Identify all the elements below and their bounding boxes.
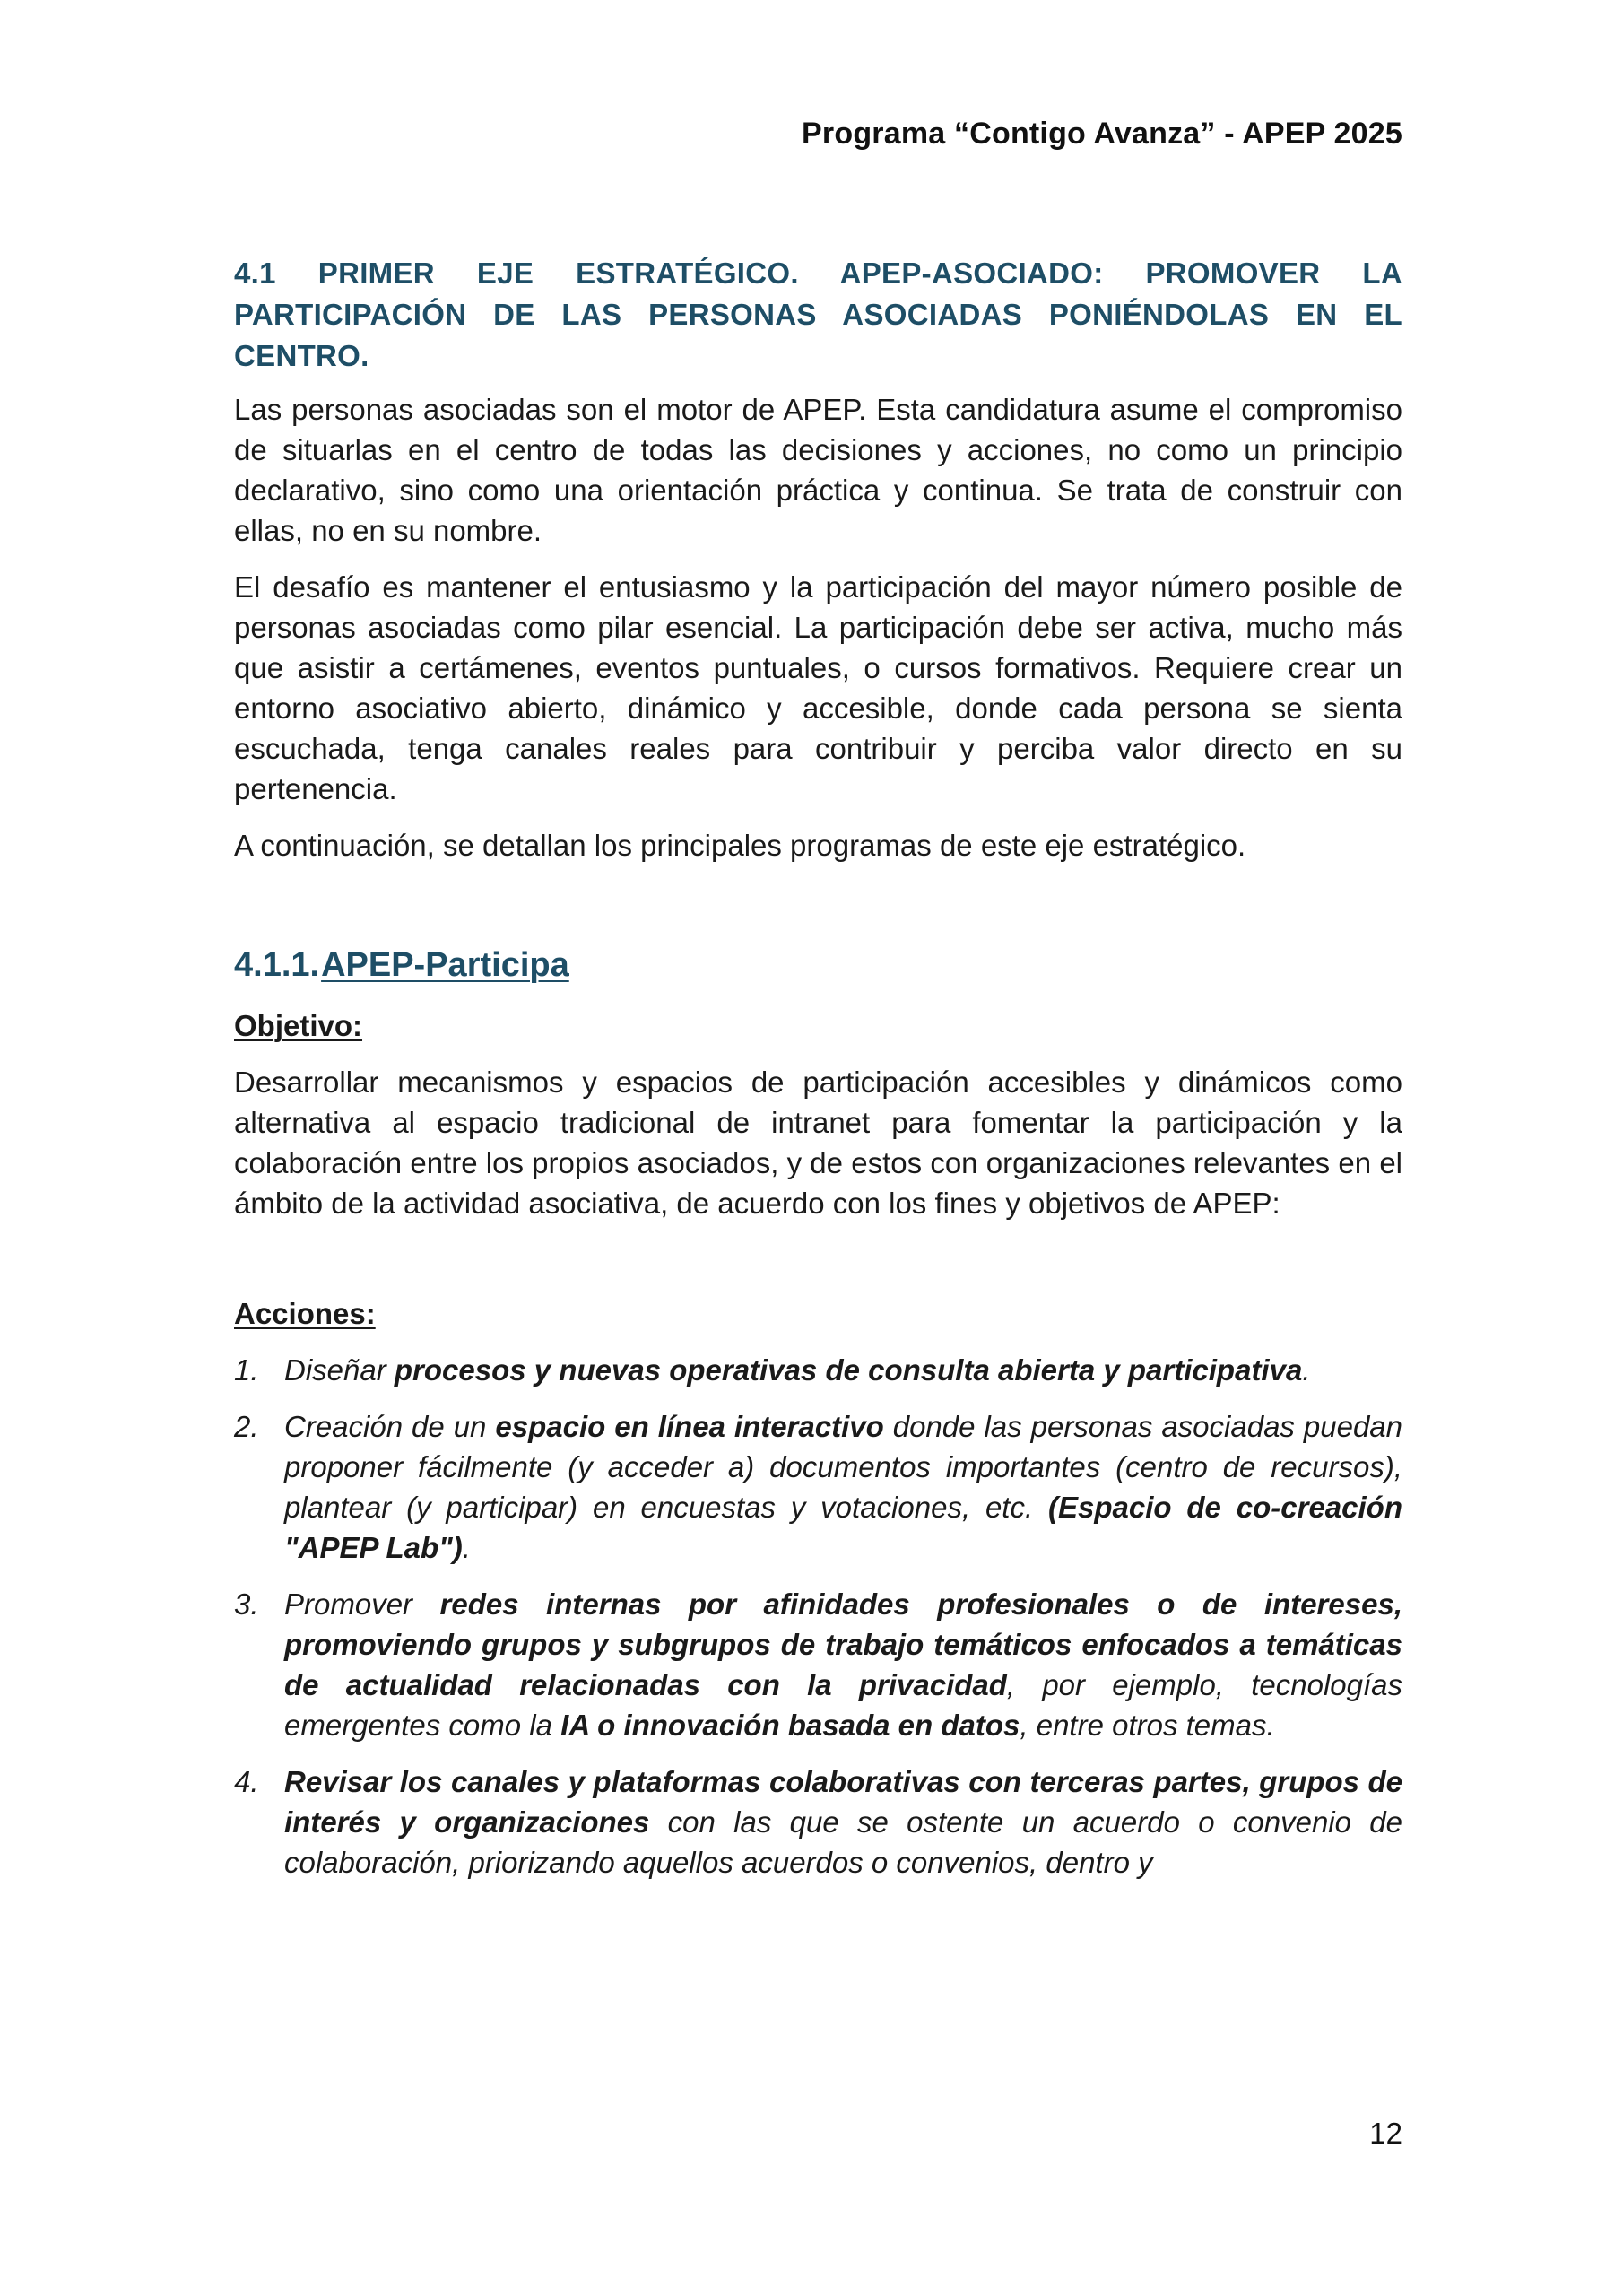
action-number: 4. [234, 1765, 259, 1798]
page-number: 12 [1369, 2117, 1402, 2150]
challenge-paragraph: El desafío es mantener el entusiasmo y la participación del mayor número posible de personas asociadas como pilar esencial. La participación debe ser activa, mucho más que asistir a certámenes, eventos puntuales, o cursos formativos. Requiere crear un entorno asociativo abierto, dinámico y accesible, donde cada persona se sienta escuchada, tenga canales reales para contribuir y perciba valor directo en su pertenencia. [234, 570, 1402, 805]
subsection-number: 4.1.1. [234, 946, 320, 984]
page-content [234, 253, 1402, 1899]
action-text-run: Diseñar [284, 1353, 395, 1387]
action-item [234, 1350, 1402, 1390]
action-item [234, 1761, 1402, 1883]
action-text-bold: (Espacio de co-creación "APEP Lab") [284, 1491, 1402, 1564]
action-text-run: . [1302, 1353, 1311, 1387]
action-text-run: donde las personas asociadas puedan proponer fácilmente (y acceder a) documentos importantes (centro de recursos), plantear (y participar) en encuestas y votaciones, etc. [284, 1410, 1403, 1524]
action-text-run: Promover [284, 1587, 440, 1621]
action-text-bold: IA o innovación basada en datos [560, 1709, 1020, 1742]
intro-paragraph: Las personas asociadas son el motor de APEP. Esta candidatura asume el compromiso de situarlas en el centro de todas las decisiones y acciones, no como un principio declarativo, sino como una orientación práctica y continua. Se trata de construir con ellas, no en su nombre. [234, 393, 1402, 547]
actions-label: Acciones: [234, 1297, 376, 1330]
section-title: 4.1 PRIMER EJE ESTRATÉGICO. APEP-ASOCIADO: PROMOVER LA PARTICIPACIÓN DE LAS PERSONAS ASOCIADAS PONIÉNDOLAS EN EL CENTRO. [234, 257, 1402, 372]
action-number: 1. [234, 1353, 259, 1387]
action-text [284, 1410, 1402, 1564]
action-text-bold: redes internas por afinidades profesionales o de intereses, promoviendo grupos y subgrupos de trabajo temáticos enfocados a temáticas de actualidad relacionadas con la privacidad [284, 1587, 1402, 1701]
action-text-run: , entre otros temas. [1020, 1709, 1275, 1742]
subsection-name: APEP-Participa [321, 946, 569, 984]
action-text [284, 1587, 1402, 1742]
action-text-bold: espacio en línea interactivo [495, 1410, 884, 1443]
action-text-run: . [462, 1531, 471, 1564]
action-text-run: , por ejemplo, tecnologías emergentes como la [284, 1668, 1403, 1742]
action-text-bold: procesos y nuevas operativas de consulta abierta y participativa [394, 1353, 1303, 1387]
actions-list [234, 1350, 1402, 1883]
objective-text: Desarrollar mecanismos y espacios de participación accesibles y dinámicos como alternativa al espacio tradicional de intranet para fomentar la participación y la colaboración entre los propios asociados, y de estos con organizaciones relevantes en el ámbito de la actividad asociativa, de acuerdo con los fines y objetivos de APEP: [234, 1065, 1402, 1220]
action-item [234, 1584, 1402, 1745]
running-header: Programa “Contigo Avanza” - APEP 2025 [802, 117, 1402, 151]
subsection-heading [234, 943, 1402, 987]
action-text-run: con las que se ostente un acuerdo o convenio de colaboración, priorizando aquellos acuerdos o convenios, dentro y [284, 1805, 1402, 1879]
transition-paragraph: A continuación, se detallan los principales programas de este eje estratégico. [234, 829, 1246, 862]
action-text [284, 1353, 1310, 1387]
action-text [284, 1765, 1402, 1879]
action-number: 3. [234, 1587, 259, 1621]
objective-label: Objetivo: [234, 1009, 363, 1042]
action-text-bold: Revisar los canales y plataformas colaborativas con terceras partes, grupos de interés y organizaciones [284, 1765, 1402, 1839]
action-number: 2. [234, 1410, 259, 1443]
action-text-run: Creación de un [284, 1410, 496, 1443]
action-item [234, 1406, 1402, 1568]
